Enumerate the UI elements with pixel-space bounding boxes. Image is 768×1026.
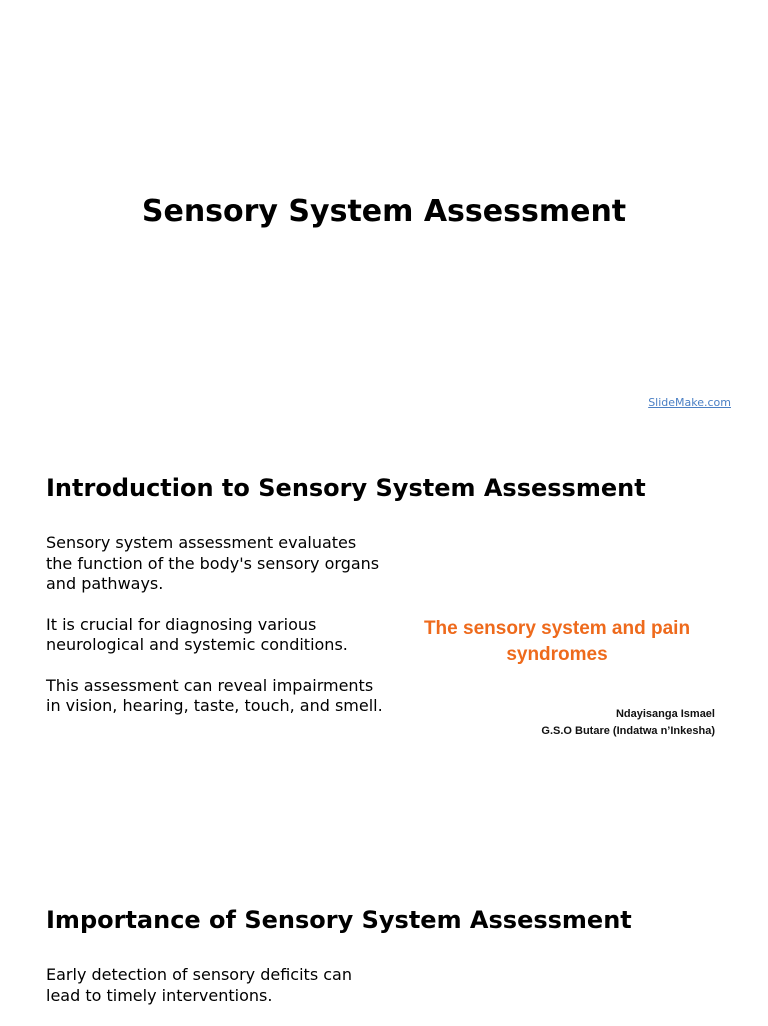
slide-heading: Importance of Sensory System Assessment: [46, 906, 632, 934]
presentation-title: Sensory System Assessment: [141, 194, 627, 229]
slide-heading: Introduction to Sensory System Assessment: [46, 474, 646, 502]
bullet-item: It is crucial for diagnosing various neurological and systemic conditions.: [46, 614, 348, 654]
bullet-list: [46, 965, 386, 1026]
image-title: The sensory system and pain syndromes: [423, 618, 691, 665]
bullet-item: This assessment can reveal impairments in vision, hearing, taste, touch, and smell.: [46, 675, 383, 715]
slidemake-link[interactable]: SlideMake.com: [648, 396, 731, 409]
introduction-slide: [0, 432, 768, 864]
cover-slide-image: [412, 602, 734, 752]
image-author: Ndayisanga Ismael: [615, 708, 715, 720]
title-slide: [0, 0, 768, 432]
bullet-item: Early detection of sensory deficits can lead to timely interventions.: [46, 965, 352, 1005]
importance-slide: [0, 864, 768, 1024]
bullet-item: Sensory system assessment evaluates the function of the body's sensory organs and pathways.: [46, 533, 380, 593]
image-author-block: [541, 706, 715, 740]
image-affiliation: G.S.O Butare (Indatwa n’Inkesha): [541, 725, 715, 737]
bullet-list: [46, 533, 386, 737]
